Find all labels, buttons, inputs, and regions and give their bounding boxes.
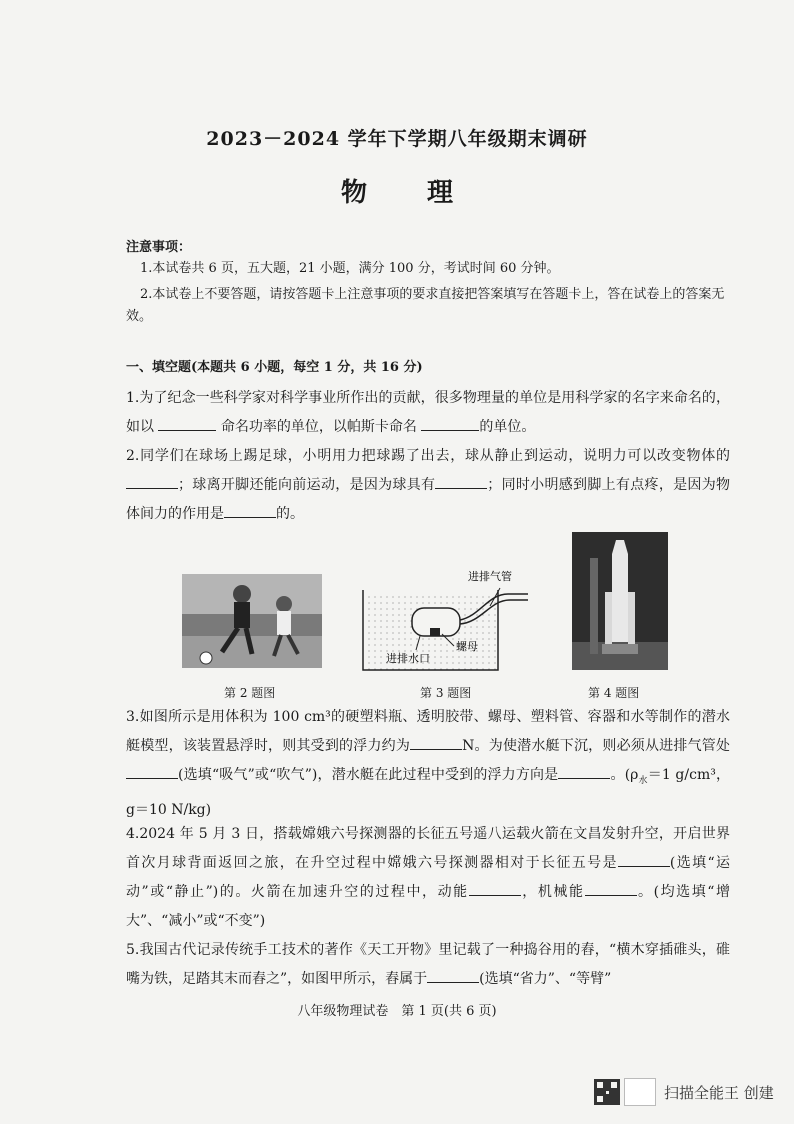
question-text: (选填“运动”或“静止”)的。火箭在加速升空的过程中，动能 bbox=[126, 855, 730, 900]
scanner-watermark bbox=[594, 1078, 774, 1106]
watermark-text: 扫描全能王 创建 bbox=[664, 1083, 774, 1102]
question-text: 4.2024 年 5 月 3 日，搭载嫦娥六号探测器的长征五号遥八运载火箭在文昌发射升空，开启世界首次月球背面返回之旅，在升空过程中嫦娥六号探测器相对于长征五号是 bbox=[126, 826, 730, 871]
page-footer: 八年级物理试卷 第 1 页(共 6 页) bbox=[297, 1004, 497, 1019]
question-text: ＝1 g/cm³，g＝10 N/kg) bbox=[126, 767, 730, 818]
answer-blank bbox=[421, 416, 479, 431]
question-text: 2.同学们在球场上踢足球，小明用力把球踢了出去，球从静止到运动，说明力可以改变物体的 bbox=[126, 448, 730, 464]
label-nut: 螺母 bbox=[456, 640, 478, 653]
answer-blank bbox=[224, 503, 276, 518]
question-2 bbox=[126, 442, 730, 529]
figure-3-caption: 第 3 题图 bbox=[420, 686, 472, 700]
question-text: 水 bbox=[638, 775, 648, 786]
question-4 bbox=[126, 820, 730, 936]
question-text: ，机械能 bbox=[520, 884, 585, 900]
question-text: N。为使潜水艇下沉，则必须从进排气管处 bbox=[462, 738, 730, 754]
answer-blank bbox=[435, 474, 487, 489]
figure-4-caption: 第 4 题图 bbox=[588, 686, 640, 700]
note-item: 2.本试卷上不要答题，请按答题卡上注意事项的要求直接把答案填写在答题卡上，答在试卷上的答案无效。 bbox=[126, 287, 725, 324]
answer-blank bbox=[469, 881, 521, 896]
scanner-logo-icon bbox=[624, 1078, 656, 1106]
question-text: 5.我国古代记录传统手工技术的著作《天工开物》里记载了一种捣谷用的舂，“横木穿插碓头，碓嘴为铁，足踏其末而舂之”，如图甲所示，舂属于 bbox=[126, 942, 730, 987]
question-text: 1.为了纪念一些科学家对科学事业所作出的贡献，很多物理量的单位是用科学家的名字来命名的，如以 bbox=[126, 390, 730, 435]
answer-blank bbox=[427, 968, 479, 983]
question-1 bbox=[126, 384, 730, 442]
answer-blank bbox=[126, 474, 178, 489]
question-5 bbox=[126, 936, 730, 994]
exam-title: 2023－2024 学年下学期八年级期末调研 bbox=[206, 128, 588, 150]
question-text: (选填“吸气”或“吹气”)，潜水艇在此过程中受到的浮力方向是 bbox=[178, 767, 559, 783]
qr-code-icon bbox=[594, 1079, 620, 1105]
notes-title: 注意事项： bbox=[126, 240, 192, 255]
question-text: 。(ρ bbox=[610, 767, 639, 783]
note-item: 1.本试卷共 6 页，五大题，21 小题，满分 100 分，考试时间 60 分钟。 bbox=[140, 261, 560, 276]
answer-blank bbox=[558, 764, 610, 779]
question-text: 命名功率的单位，以帕斯卡命名 bbox=[220, 419, 417, 435]
subject-char-2: 理 bbox=[427, 178, 454, 208]
figure-2-caption: 第 2 题图 bbox=[224, 686, 276, 700]
figure-3-submarine-diagram bbox=[350, 560, 540, 678]
answer-blank bbox=[158, 416, 216, 431]
subject-char-1: 物 bbox=[340, 178, 367, 208]
question-text: ；同时小明感到脚上有点疼，是因为物体间力的作用是 bbox=[126, 477, 731, 522]
section-heading: 一、填空题(本题共 6 小题，每空 1 分，共 16 分) bbox=[126, 360, 423, 375]
figure-2-football-photo bbox=[182, 574, 322, 668]
question-text: ；球离开脚还能向前运动，是因为球具有 bbox=[178, 477, 436, 493]
answer-blank bbox=[618, 852, 670, 867]
answer-blank bbox=[585, 881, 637, 896]
question-text: 3.如图所示是用体积为 100 cm³的硬塑料瓶、透明胶带、螺母、塑料管、容器和水等制作的潜水艇模型，该装置悬浮时，则其受到的浮力约为 bbox=[126, 709, 730, 754]
subject-title bbox=[0, 172, 794, 209]
question-text: (选填“省力”、“等臂” bbox=[479, 971, 612, 987]
question-text: 的。 bbox=[276, 506, 304, 522]
question-3 bbox=[126, 703, 730, 825]
label-inlet: 进排水口 bbox=[386, 652, 430, 665]
question-text: 的单位。 bbox=[479, 419, 536, 435]
label-pipe: 进排气管 bbox=[468, 570, 512, 583]
question-text: 。(均选填“增大”、“减小”或“不变”) bbox=[126, 884, 731, 929]
figure-4-rocket-photo bbox=[572, 532, 668, 670]
answer-blank bbox=[410, 735, 462, 750]
answer-blank bbox=[126, 764, 178, 779]
